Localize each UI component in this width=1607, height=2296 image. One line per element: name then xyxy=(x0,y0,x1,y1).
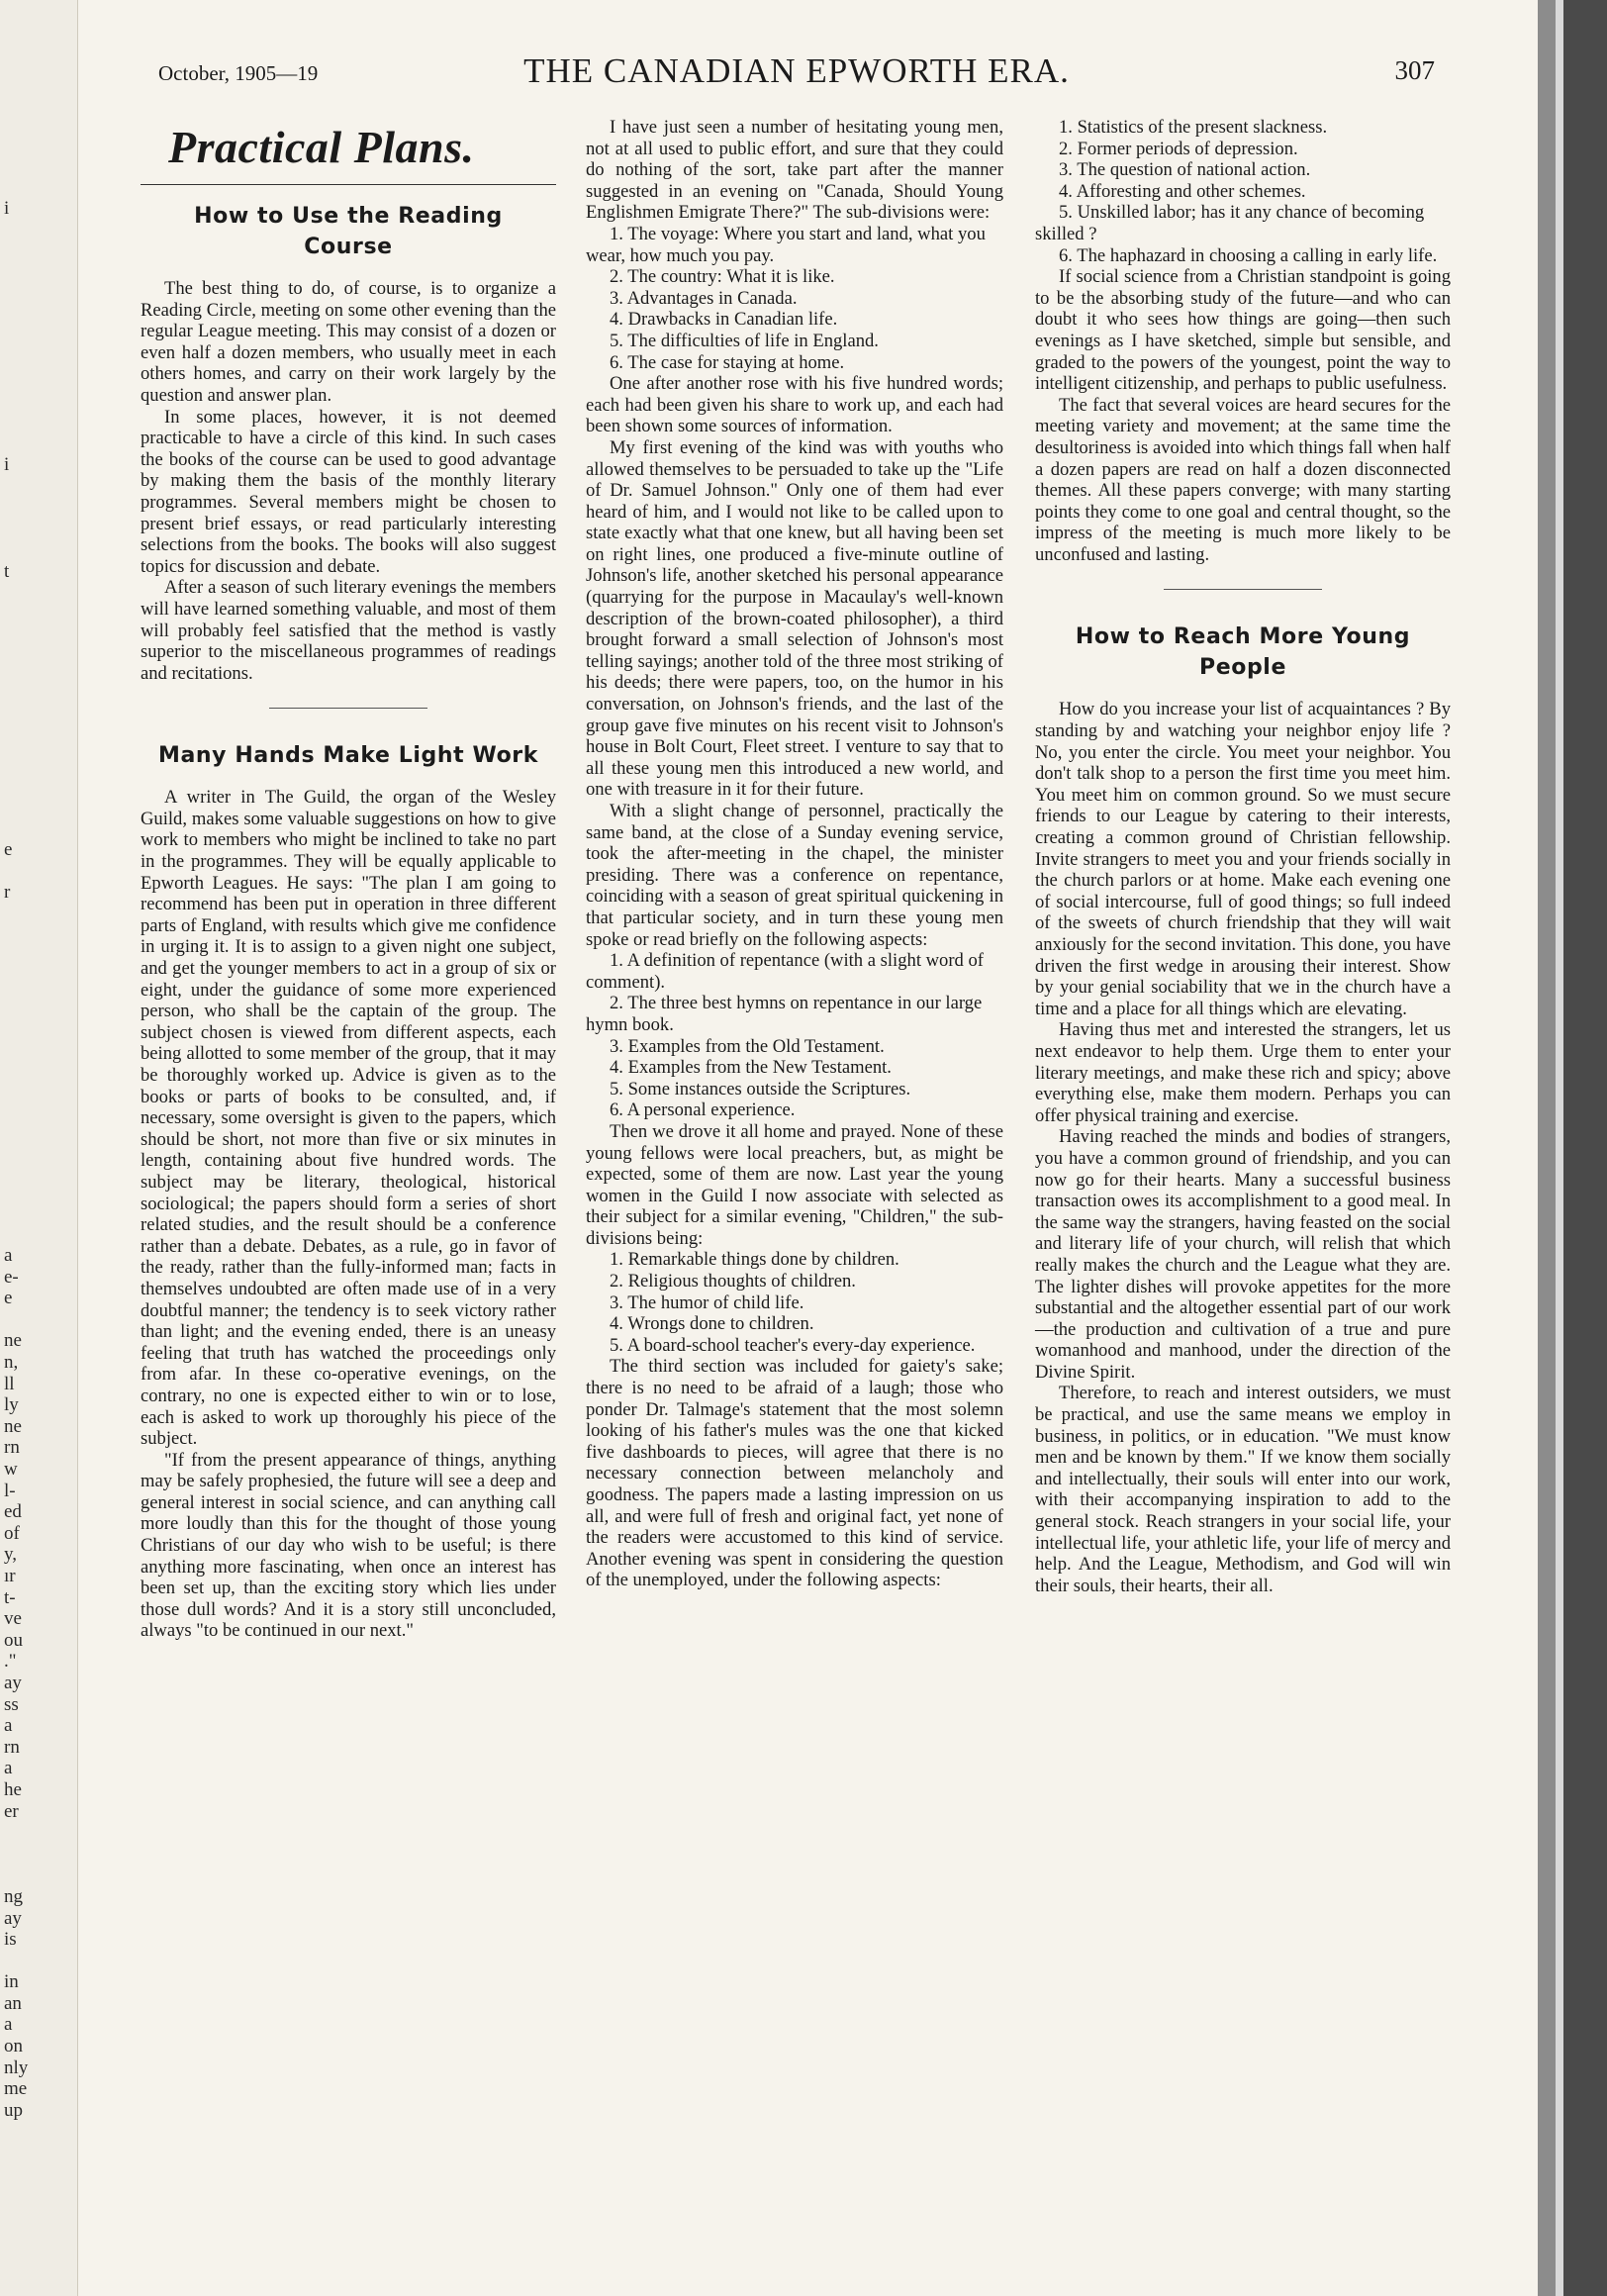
paragraph: After a season of such literary evenings the members will have learned something valuable, and most of them will probably feel satisfied that the method is vastly superior to the miscellaneous programmes of readings and recitations. xyxy=(141,577,556,684)
margin-fragment: r xyxy=(4,882,11,903)
margin-fragment xyxy=(4,775,71,797)
article-body xyxy=(141,278,556,684)
list-item: 5. A board-school teacher's every-day experience. xyxy=(610,1334,976,1356)
margin-fragment: ay xyxy=(4,1907,22,1929)
paragraph: The best thing to do, of course, is to organize a Reading Circle, meeting on some other evening than the regular League meeting. This may consist of a dozen or even half a dozen members, who usually meet in each others homes, and carry on their work largely by the question and answer plan. xyxy=(141,278,556,406)
margin-fragment xyxy=(4,1181,71,1202)
margin-fragment: in xyxy=(4,1971,19,1993)
margin-fragment: ne xyxy=(4,1415,22,1437)
margin-fragment xyxy=(4,604,71,625)
article-heading: How to Use the Reading Course xyxy=(194,204,503,259)
list-item: 6. The case for staying at home. xyxy=(610,351,845,373)
margin-fragment: w xyxy=(4,1459,18,1481)
binding-shadow xyxy=(1538,0,1556,2296)
margin-fragment xyxy=(4,583,71,605)
paragraph: One after another rose with his five hundred words; each had been given his share to work up, and each had been shown some sources of information. xyxy=(586,373,1003,437)
margin-fragment xyxy=(4,540,71,562)
margin-fragment xyxy=(4,1309,71,1331)
margin-fragment xyxy=(4,433,71,455)
margin-fragment: e xyxy=(4,1288,13,1309)
margin-fragment xyxy=(4,240,71,262)
margin-fragment: ır xyxy=(4,1566,16,1586)
margin-fragment xyxy=(4,412,71,433)
left-page-gutter xyxy=(0,0,78,2296)
margin-fragment: ou xyxy=(4,1629,23,1651)
margin-fragment xyxy=(4,1951,71,1972)
margin-fragment: up xyxy=(4,2099,23,2121)
paragraph: If social science from a Christian standpoint is going to be the absorbing study of the future—and who can doubt it who sees how things are going—then such evenings as I have sketched, simple but sensible, and graded to the powers of the youngest, point the way to intelligent citizenship, and perhaps to public usefulness. xyxy=(1035,266,1451,395)
article-heading: Many Hands Make Light Work xyxy=(157,743,538,769)
margin-fragment: a xyxy=(4,1245,13,1267)
article-body xyxy=(586,1356,1003,1591)
margin-fragment xyxy=(4,327,71,348)
margin-fragment xyxy=(4,1844,71,1866)
paragraph: Therefore, to reach and interest outsiders, we must be practical, and use the same means we employ in business, in politics, or in education. "We must know men and be known by them." If we know them socially and intellectually, their souls will enter into our work, with their accompanying inspiration to add to the general stock. Reach strangers in your social life, your intellectual life, your athletic life, your life of mercy and help. And the League, Methodism, and God will win their souls, their hearts, their all. xyxy=(1035,1383,1451,1596)
list-item: 2. The three best hymns on repentance in our large hymn book. xyxy=(586,993,983,1035)
article-separator xyxy=(1164,589,1322,590)
paragraph: The fact that several voices are heard secures for the meeting variety and movement; at the same time the desultoriness is avoided into which things fall when half a dozen papers are read on half a dozen disconnected themes. All these papers converge; with many starting points they come to one goal and central thought, so the impress of the meeting is much more likely to be unconfused and lasting. xyxy=(1035,394,1451,565)
margin-fragment: he xyxy=(4,1778,22,1800)
margin-fragment: ed xyxy=(4,1501,22,1523)
section-rule xyxy=(141,184,556,185)
binding-highlight xyxy=(1556,0,1563,2296)
margin-fragment xyxy=(4,1031,71,1053)
paragraph: Having reached the minds and bodies of strangers, you have a common ground of friendship, and you can now go for their hearts. Many a successful business transaction owes its accomplishment to a good meal. In the same way the strangers, having feasted on the social and literary life of your church, will relish that which really makes the church and the League what they are. The lighter dishes will provoke appetites for the more substantial and the altogether essential part of our work—the production and cultivation of a true and pure womanhood and manhood, under the direction of the Divine Spirit. xyxy=(1035,1126,1451,1383)
list-item: 5. Some instances outside the Scriptures. xyxy=(610,1078,911,1100)
margin-fragment: ss xyxy=(4,1693,19,1715)
margin-fragment: ng xyxy=(4,1885,23,1907)
margin-fragment xyxy=(4,924,71,946)
margin-fragment: i xyxy=(4,454,10,476)
margin-fragment xyxy=(4,797,71,818)
list-item: 2. The country: What it is like. xyxy=(610,266,835,288)
margin-fragment xyxy=(4,1096,71,1117)
margin-fragment: ay xyxy=(4,1672,22,1693)
article-body xyxy=(586,373,1003,950)
page-header xyxy=(158,49,1435,99)
numbered-list xyxy=(586,1249,1003,1356)
article-body xyxy=(1035,266,1451,565)
margin-fragment xyxy=(4,1865,71,1886)
header-date: October, 1905—19 xyxy=(158,61,319,85)
numbered-list xyxy=(1035,117,1451,266)
margin-fragment: ve xyxy=(4,1608,22,1630)
margin-fragment: y, xyxy=(4,1544,18,1566)
right-binding-edge xyxy=(1538,0,1607,2296)
list-item: 1. The voyage: Where you start and land, what you wear, how much you pay. xyxy=(586,223,986,266)
paragraph: Then we drove it all home and prayed. None of these young fellows were local preachers, but, as might be expected, some of them are now. Last year the young women in the Guild I now associate with selected as their subject for a similar evening, "Children," the sub-divisions being: xyxy=(586,1120,1003,1249)
column-3 xyxy=(1035,117,1451,1596)
paragraph: "If from the present appearance of things, anything may be safely prophesied, the future will see a deep and general interest in social science, and can anything call more loudly than this for the thought of those young Christians of our day who wish to be useful; is there anything more fascinating, when once an interest has been set up, than the exciting story which lies under those dull words? And it is a story still unconcluded, always "to be continued in our next." xyxy=(141,1449,556,1642)
margin-fragment: of xyxy=(4,1522,20,1544)
list-item: 1. A definition of repentance (with a slight word of comment). xyxy=(586,950,984,993)
margin-fragment xyxy=(4,220,71,241)
margin-fragment: me xyxy=(4,2078,28,2100)
article-body xyxy=(141,787,556,1642)
margin-fragment: ll xyxy=(4,1373,15,1394)
column-2 xyxy=(586,117,1003,1591)
margin-fragment xyxy=(4,347,71,369)
page-number: 307 xyxy=(1394,55,1435,85)
margin-fragment xyxy=(4,668,71,690)
list-item: 4. Wrongs done to children. xyxy=(610,1313,814,1335)
margin-fragment: i xyxy=(4,198,10,219)
margin-fragment xyxy=(4,519,71,540)
numbered-list xyxy=(586,224,1003,373)
margin-fragment: t- xyxy=(4,1586,16,1608)
margin-fragment xyxy=(4,497,71,519)
page-title: THE CANADIAN EPWORTH ERA. xyxy=(523,51,1070,90)
left-margin-fragments xyxy=(4,198,71,2121)
margin-fragment: a xyxy=(4,2014,13,2036)
list-item: 4. Drawbacks in Canadian life. xyxy=(610,309,838,331)
margin-fragment xyxy=(4,753,71,775)
margin-fragment: t xyxy=(4,561,10,583)
margin-fragment xyxy=(4,690,71,712)
margin-fragment xyxy=(4,283,71,305)
margin-fragment: ." xyxy=(4,1651,17,1673)
margin-fragment: a xyxy=(4,1715,13,1737)
column-1 xyxy=(141,117,556,1642)
margin-fragment xyxy=(4,646,71,668)
margin-fragment: rn xyxy=(4,1736,20,1758)
list-item: 6. A personal experience. xyxy=(610,1100,796,1121)
margin-fragment: is xyxy=(4,1929,17,1951)
margin-fragment: ly xyxy=(4,1394,19,1416)
paragraph: A writer in The Guild, the organ of the Wesley Guild, makes some valuable suggestions on how to give work to members who might be inclined to take no part in the programmes. They will be equally applicable to Epworth Leagues. He says: "The plan I am going to recommend has been put in operation in three different parts of England, with results which give me confidence in urging it. It is to assign to a given night one subject, and get the younger members to act in a group of six or eight, under the guidance of some more experienced person, who shall be the captain of the group. The subject chosen is viewed from different aspects, each being allotted to some member of the group, that it may be thoroughly worked up. Advice is given as to the books or parts of books to be consulted, and, if necessary, some oversight is given to the papers, which should be short, not more than five or six minutes in length, containing about five hundred words. The subject may be literary, theological, historical sociological; the papers should form a series of short related studies, and the result should be a conference rather than a debate. Debates, as a rule, go in favor of the ready, rather than the fully-informed man; facts in themselves undoubted are often made use of in a very doubtful manner; the tendency is to seek victory rather than light; and the evening ended, there is an uneasy feeling that truth has watched the proceedings only from afar. In these co-operative evenings, on the contrary, no one is expected either to win or to lose, each is asked to work up thoroughly his piece of the subject. xyxy=(141,787,556,1450)
margin-fragment xyxy=(4,1138,71,1160)
article-heading: How to Reach More Young People xyxy=(1075,624,1411,681)
margin-fragment xyxy=(4,946,71,968)
margin-fragment xyxy=(4,732,71,754)
margin-fragment: e xyxy=(4,838,13,860)
margin-fragment: nly xyxy=(4,2057,29,2078)
margin-fragment xyxy=(4,305,71,327)
margin-fragment xyxy=(4,817,71,839)
margin-fragment xyxy=(4,1202,71,1224)
paragraph: In some places, however, it is not deemed practicable to have a circle of this kind. In such cases the books of the course can be used to good advantage by making them the basis of the monthly literary programmes. Several members might be chosen to present brief essays, or read particularly interesting selections from the books. The books will also suggest topics for discussion and debate. xyxy=(141,406,556,577)
margin-fragment: n, xyxy=(4,1352,19,1374)
margin-fragment xyxy=(4,625,71,647)
margin-fragment: on xyxy=(4,2036,23,2057)
margin-fragment xyxy=(4,989,71,1010)
margin-fragment: an xyxy=(4,1992,22,2014)
margin-fragment xyxy=(4,476,71,498)
paragraph: How do you increase your list of acquaintances ? By standing by and watching your neighbor enjoy life ? No, you enter the circle. You meet your neighbor. You don't talk shop to a person the first time you meet him. You meet him on common ground. So we must secure friends to our League by catering to their interests, creating a common ground of Christian fellowship. Invite strangers to meet you and your friends socially in the church parlors or at home. Make each evening one of social intercourse, full of good things; so full indeed of the sweets of church friendship that they will wait anxiously for the second invitation. This done, you have driven the first wedge in arousing their interest. Show by your genial sociability that we in the church have a time and a place for all things which are elevating. xyxy=(1035,699,1451,1019)
margin-fragment: er xyxy=(4,1800,19,1822)
margin-fragment xyxy=(4,369,71,391)
list-item: 5. The difficulties of life in England. xyxy=(610,330,879,351)
article-body xyxy=(586,1121,1003,1250)
margin-fragment: ne xyxy=(4,1330,22,1352)
margin-fragment: a xyxy=(4,1758,13,1779)
numbered-list xyxy=(586,950,1003,1121)
list-item: 4. Examples from the New Testament. xyxy=(610,1057,892,1079)
list-item: 3. Examples from the Old Testament. xyxy=(610,1035,885,1057)
margin-fragment xyxy=(4,1224,71,1246)
margin-fragment: rn xyxy=(4,1437,20,1459)
list-item: 3. The question of national action. xyxy=(1059,159,1311,181)
margin-fragment xyxy=(4,1010,71,1032)
margin-fragment xyxy=(4,1117,71,1139)
margin-fragment xyxy=(4,1074,71,1096)
margin-fragment xyxy=(4,1160,71,1182)
list-item: 1. Statistics of the present slackness. xyxy=(1059,117,1328,138)
list-item: 2. Religious thoughts of children. xyxy=(610,1271,856,1292)
margin-fragment: l- xyxy=(4,1480,16,1501)
margin-fragment xyxy=(4,1822,71,1844)
list-item: 4. Afforesting and other schemes. xyxy=(1059,180,1306,202)
list-item: 2. Former periods of depression. xyxy=(1059,138,1298,159)
margin-fragment xyxy=(4,1053,71,1075)
list-item: 6. The haphazard in choosing a calling in early life. xyxy=(1059,244,1438,266)
paragraph: I have just seen a number of hesitating young men, not at all used to public effort, and sure that they could do nothing of the sort, take part after the manner suggested in an evening on "Canada, Should Young Englishmen Emigrate There?" The sub-divisions were: xyxy=(586,117,1003,224)
margin-fragment: e- xyxy=(4,1266,19,1288)
list-item: 5. Unskilled labor; has it any chance of becoming skilled ? xyxy=(1035,202,1425,244)
paragraph: Having thus met and interested the strangers, let us next endeavor to help them. Urge them to enter your literary meetings, and make these rich and spicy; above everything else, make them modern. Perhaps you can offer physical training and exercise. xyxy=(1035,1019,1451,1126)
margin-fragment xyxy=(4,262,71,284)
margin-fragment xyxy=(4,860,71,882)
article-body xyxy=(1035,699,1451,1596)
margin-fragment xyxy=(4,904,71,925)
list-item: 3. Advantages in Canada. xyxy=(610,287,798,309)
margin-fragment xyxy=(4,711,71,732)
margin-fragment xyxy=(4,390,71,412)
paragraph: The third section was included for gaiety's sake; there is no need to be afraid of a laugh; those who ponder Dr. Talmage's statement that the most solemn looking of his father's mules was the one that kicked five dashboards to pieces, will agree that there is no necessary connection between melancholy and goodness. The papers made a lasting impression on us all, and were full of fresh and original fact, yet none of the readers were accustomed to this kind of service. Another evening was spent in considering the question of the unemployed, under the following aspects: xyxy=(586,1356,1003,1591)
list-item: 1. Remarkable things done by children. xyxy=(610,1249,899,1271)
section-title: Practical Plans. xyxy=(168,122,475,172)
list-item: 3. The humor of child life. xyxy=(610,1292,804,1313)
article-separator xyxy=(269,708,427,709)
article-body xyxy=(586,117,1003,224)
paragraph: My first evening of the kind was with youths who allowed themselves to be persuaded to take up the "Life of Dr. Samuel Johnson." Only one of them had ever heard of him, and I would not like to be called upon to state exactly what that one knew, but all having been set on right lines, one produced a five-minute outline of Johnson's life, another sketched his personal appearance (quarrying for the purpose in Macaulay's well-known description of the brown-coated philosopher), a third brought forward a small selection of Johnson's most telling sayings; another told of the three most striking of his deeds; there were papers, too, on the humor in his conversation, on Johnson's friends, and the last of the group gave five minutes on his recent visit to Johnson's house in Bolt Court, Fleet street. I venture to say that to all these young men this introduced a new world, and one with treasure in it for their future. xyxy=(586,436,1003,801)
paragraph: With a slight change of personnel, practically the same band, at the close of a Sunday evening service, took the after-meeting in the chapel, the minister presiding. There was a conference on repentance, coinciding with a season of great spiritual quickening in that particular society, and in turn these young men spoke or read briefly on the following aspects: xyxy=(586,801,1003,950)
margin-fragment xyxy=(4,967,71,989)
